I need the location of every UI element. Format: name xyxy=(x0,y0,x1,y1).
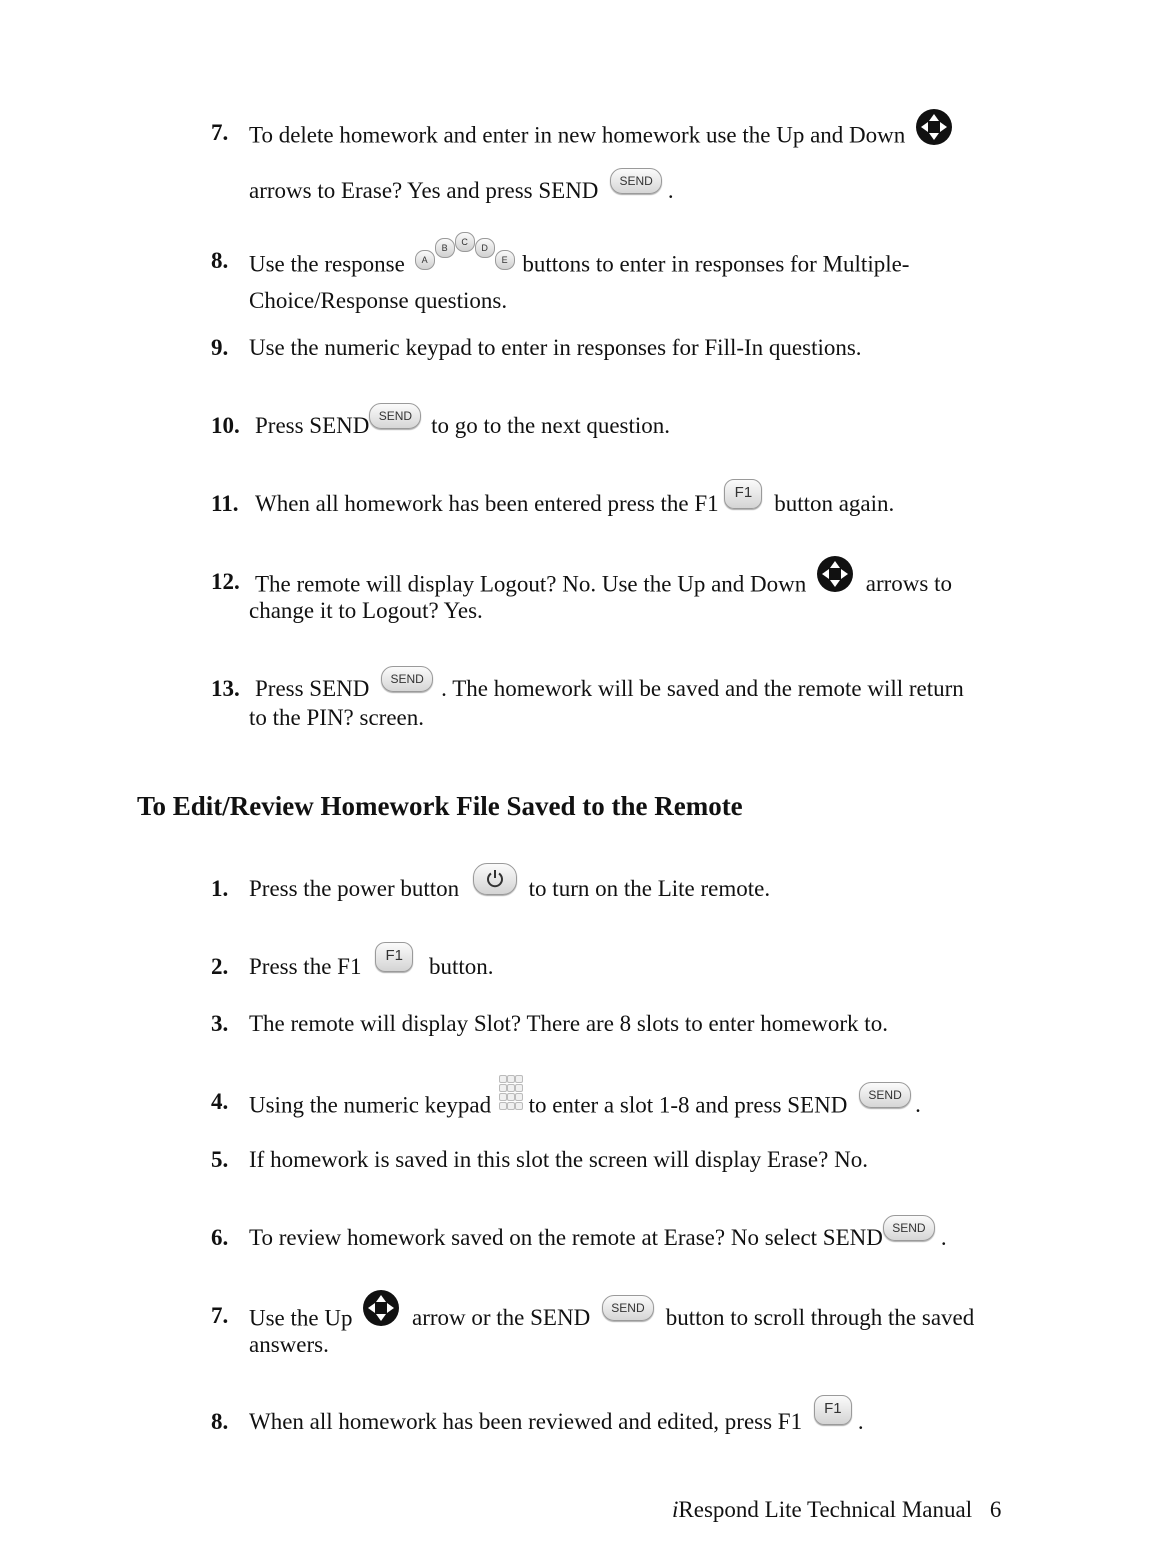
item-number: 11. xyxy=(211,491,239,516)
item-text: button to scroll through the saved xyxy=(665,1305,975,1331)
f1-key-icon: F1 xyxy=(375,942,413,972)
item-text: Press the F1 xyxy=(249,954,362,979)
item-number: 8. xyxy=(211,248,229,273)
item-number: 10. xyxy=(211,413,240,438)
page-number: 6 xyxy=(989,1497,1002,1522)
item-text: button again. xyxy=(774,491,895,516)
item-text: Use the numeric keypad to enter in responses for Fill-In questions. xyxy=(249,335,862,360)
send-key-icon: SEND xyxy=(602,1295,654,1321)
item-text: Press the power button xyxy=(249,876,460,901)
item-number: 7. xyxy=(211,1303,229,1328)
response-key-c: C xyxy=(455,232,475,252)
send-key-icon: SEND xyxy=(859,1082,911,1108)
footer-title: Respond Lite Technical Manual xyxy=(678,1497,973,1522)
item-text: When all homework has been entered press the F1 xyxy=(255,491,719,516)
item-number: 4. xyxy=(211,1089,229,1114)
item-number: 8. xyxy=(211,1409,229,1434)
item-text: arrows to Erase? Yes and press SEND xyxy=(249,178,599,203)
item-number: 7. xyxy=(211,120,229,145)
item-text: To review homework saved on the remote at Erase? No select SEND xyxy=(249,1225,883,1250)
item-text: buttons to enter in responses for Multiple- xyxy=(522,251,910,277)
item-text: to the PIN? screen. xyxy=(249,705,424,730)
response-key-a: A xyxy=(415,250,435,270)
send-key-icon: SEND xyxy=(381,666,433,692)
arrow-pad-icon xyxy=(915,108,953,146)
arrow-pad-icon xyxy=(362,1289,400,1327)
arrow-pad-icon xyxy=(816,555,854,593)
item-text: to go to the next question. xyxy=(431,413,671,438)
item-text: button. xyxy=(428,954,494,979)
item-text: . The homework will be saved and the remote will return xyxy=(441,676,964,701)
item-text: Use the Up xyxy=(249,1305,353,1331)
item-number: 3. xyxy=(211,1011,229,1036)
item-text: . xyxy=(857,1409,864,1434)
item-text: Choice/Response questions. xyxy=(249,288,508,313)
send-key-icon: SEND xyxy=(610,168,662,194)
send-key-icon: SEND xyxy=(883,1215,935,1241)
item-text: to enter a slot 1-8 and press SEND xyxy=(528,1092,848,1118)
item-text: arrow or the SEND xyxy=(411,1305,591,1331)
numeric-keypad-icon xyxy=(497,1073,523,1113)
item-text: The remote will display Logout? No. Use the Up and Down xyxy=(255,571,807,597)
response-buttons-icon xyxy=(411,232,517,272)
item-text: If homework is saved in this slot the screen will display Erase? No. xyxy=(249,1147,868,1172)
item-number: 2. xyxy=(211,954,229,979)
page-footer xyxy=(672,1495,1001,1524)
item-number: 9. xyxy=(211,335,229,360)
item-number: 1. xyxy=(211,876,229,901)
response-key-b: B xyxy=(435,238,455,258)
item-text: Press SEND xyxy=(255,413,370,438)
item-text: . xyxy=(667,178,674,203)
response-key-d: D xyxy=(475,238,495,258)
item-text: to turn on the Lite remote. xyxy=(528,876,771,901)
item-text: . xyxy=(940,1225,947,1250)
f1-key-icon: F1 xyxy=(814,1395,852,1425)
footer-brand-italic: i xyxy=(672,1497,679,1522)
send-key-icon: SEND xyxy=(369,403,421,429)
item-text: Using the numeric keypad xyxy=(249,1092,492,1118)
item-text: change it to Logout? Yes. xyxy=(249,598,483,623)
item-number: 13. xyxy=(211,676,240,701)
item-text: To delete homework and enter in new homework use the Up and Down xyxy=(249,122,906,148)
item-text: The remote will display Slot? There are 8 slots to enter homework to. xyxy=(249,1011,888,1036)
item-text: Use the response xyxy=(249,251,405,277)
item-number: 5. xyxy=(211,1147,229,1172)
item-text: Press SEND xyxy=(255,676,370,701)
f1-key-icon: F1 xyxy=(724,479,762,509)
power-button-icon xyxy=(473,863,517,895)
item-text: . xyxy=(915,1092,921,1118)
section-heading: To Edit/Review Homework File Saved to the Remote xyxy=(137,791,743,821)
item-text: arrows to xyxy=(865,571,952,597)
item-text: When all homework has been reviewed and edited, press F1 xyxy=(249,1409,803,1434)
response-key-e: E xyxy=(495,250,515,270)
item-text: answers. xyxy=(249,1332,329,1357)
item-number: 6. xyxy=(211,1225,229,1250)
item-number: 12. xyxy=(211,569,240,594)
